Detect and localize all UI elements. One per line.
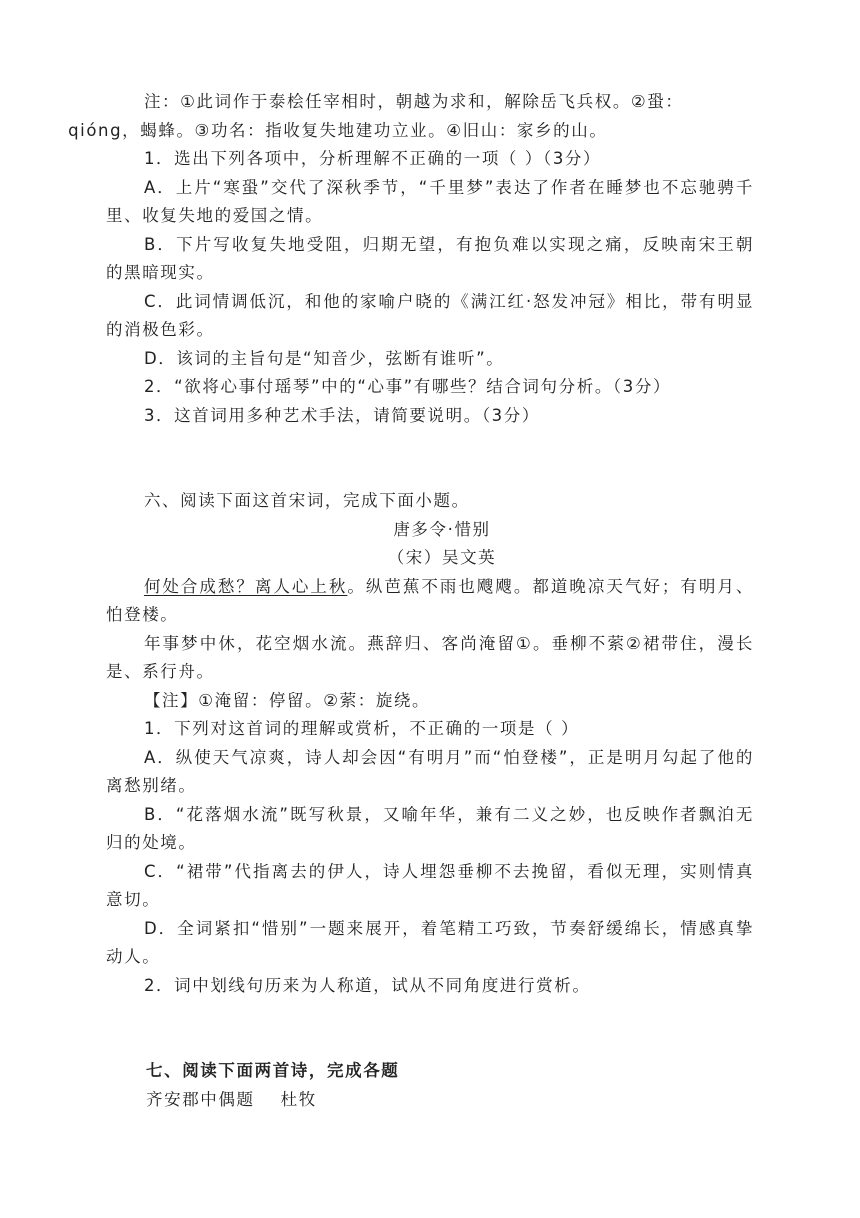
spacer [106,1000,754,1057]
section-6 [106,487,754,1000]
spacer [106,430,754,487]
option-c: C．此词情调低沉，和他的家喻户晓的《满江红·怒发冲冠》相比，带有明显的消极色彩。 [106,291,754,339]
question-3: 3．这首词用多种艺术手法，请简要说明。（3分） [143,405,540,425]
poem-line-rest: 。纵芭蕉不雨也飕飕。都道晚凉天气好；有明月、怕登楼。 [106,576,754,624]
question-2: 2．“欲将心事付瑶琴”中的“心事”有哪些？结合词句分析。（3分） [143,377,672,396]
poem-author [106,544,754,573]
option-c: C．“裙带”代指离去的伊人，诗人埋怨垂柳不去挽留，看似无理，实则情真意切。 [106,861,754,909]
poem-title [106,516,754,545]
annotation: 【注】①淹留：停留。②萦：旋绕。 [143,690,431,710]
question-1: 1．下列对这首词的理解或赏析，不正确的一项是（ ） [143,719,580,738]
question-2: 2．词中划线句历来为人称道，试从不同角度进行赏析。 [143,975,591,995]
option-b: B．“花落烟水流”既写秋景，又喻年华，兼有二义之妙，也反映作者飘泊无归的处境。 [106,804,754,852]
section-7 [106,1057,754,1114]
notes-paragraph [68,88,754,145]
poem-stanza-2: 年事梦中休，花空烟水流。燕辞归、客尚淹留①。垂柳不萦②裙带住，漫长是、系行舟。 [106,633,754,681]
underlined-line: 何处合成愁？离人心上秋 [143,576,348,596]
section-heading: 六、阅读下面这首宋词，完成下面小题。 [143,491,470,510]
option-a: A．纵使天气凉爽，诗人却会因“有明月”而“怕登楼”，正是明月勾起了他的离愁别绪。 [106,747,754,795]
poem-title: 齐安郡中偶题 [146,1089,255,1109]
poem-title-text: 唐多令·惜别 [393,519,491,539]
section-heading: 七、阅读下面两首诗，完成各题 [146,1061,400,1080]
poem-title-line [146,1086,754,1115]
option-b: B．下片写收复失地受阻，归期无望，有抱负难以实现之痛，反映南宋王朝的黑暗现实。 [106,234,754,282]
note-line-2: qióng，蝎蜂。③功名：指收复失地建功立业。④旧山：家乡的山。 [68,120,608,140]
option-a: A．上片“寒蛩”交代了深秋季节，“千里梦”表达了作者在睡梦也不忘驰骋千里、收复失地的爱国之情。 [106,177,754,225]
option-d: D．该词的主旨句是“知音少，弦断有谁听”。 [143,348,505,368]
poem-author: 杜牧 [280,1089,317,1109]
poem-stanza-1 [106,573,754,630]
question-1: 1．选出下列各项中，分析理解不正确的一项（ ）（3分） [143,149,602,168]
document-page [68,88,754,1114]
poem-author-text: （宋）吴文英 [387,548,497,567]
note-line-1: 注：①此词作于泰桧任宰相时，朝越为求和，解除岳飞兵权。②蛩： [143,92,684,111]
option-d: D．全词紧扣“惜别”一题来展开，着笔精工巧致，节奏舒缓绵长，情感真挚动人。 [106,918,754,966]
section-5 [68,88,754,430]
